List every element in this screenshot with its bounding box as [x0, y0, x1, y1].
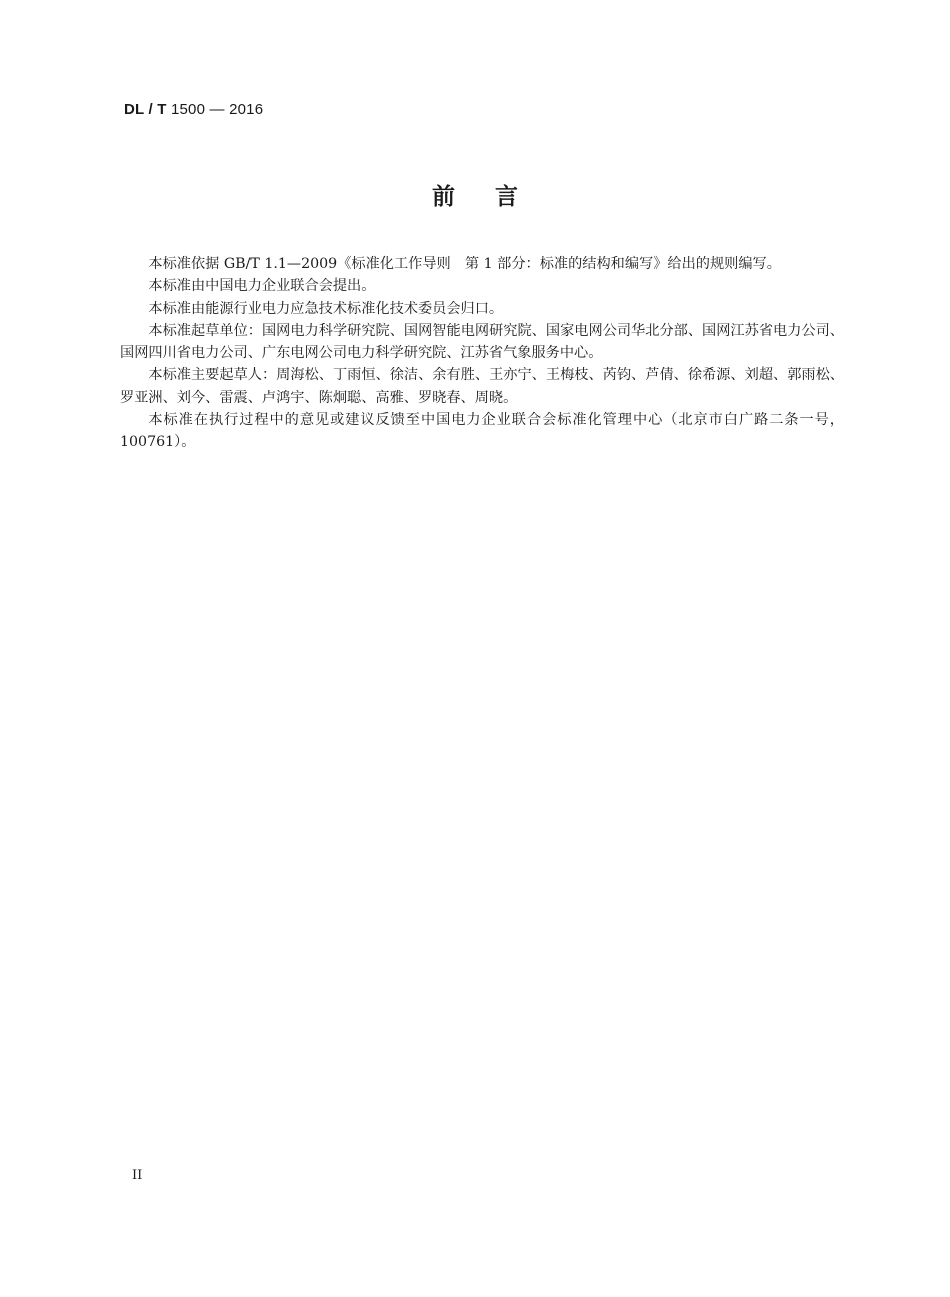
paragraph-drafting-units: 本标准起草单位：国网电力科学研究院、国网智能电网研究院、国家电网公司华北分部、国网江苏省电力公司、国网四川省电力公司、广东电网公司电力科学研究院、江苏省气象服务中心。	[120, 322, 844, 362]
paragraph-drafters: 本标准主要起草人：周海松、丁雨恒、徐洁、余有胜、王亦宁、王梅枝、芮钧、芦倩、徐希源、刘超、郭雨松、罗亚洲、刘今、雷震、卢鸿宇、陈炯聪、高雅、罗晓春、周晓。	[120, 367, 844, 406]
paragraph-proposer: 本标准由中国电力企业联合会提出。	[148, 278, 376, 295]
foreword-body	[120, 253, 844, 454]
page-title: 前言	[432, 184, 558, 210]
paragraph-basis: 本标准依据 GB/T 1.1—2009《标准化工作导则 第 1 部分：标准的结构和编写》给出的规则编写。	[148, 256, 781, 272]
paragraph-centralized-unit: 本标准由能源行业电力应急技术标准化技术委员会归口。	[148, 300, 504, 317]
paragraph-feedback: 本标准在执行过程中的意见或建议反馈至中国电力企业联合会标准化管理中心（北京市白广路二条一号，100761）。	[120, 412, 844, 451]
page-header	[124, 101, 263, 118]
page-number: II	[132, 1168, 143, 1183]
doc-code: DL / T	[124, 101, 167, 118]
doc-number: 1500 — 2016	[170, 101, 264, 118]
